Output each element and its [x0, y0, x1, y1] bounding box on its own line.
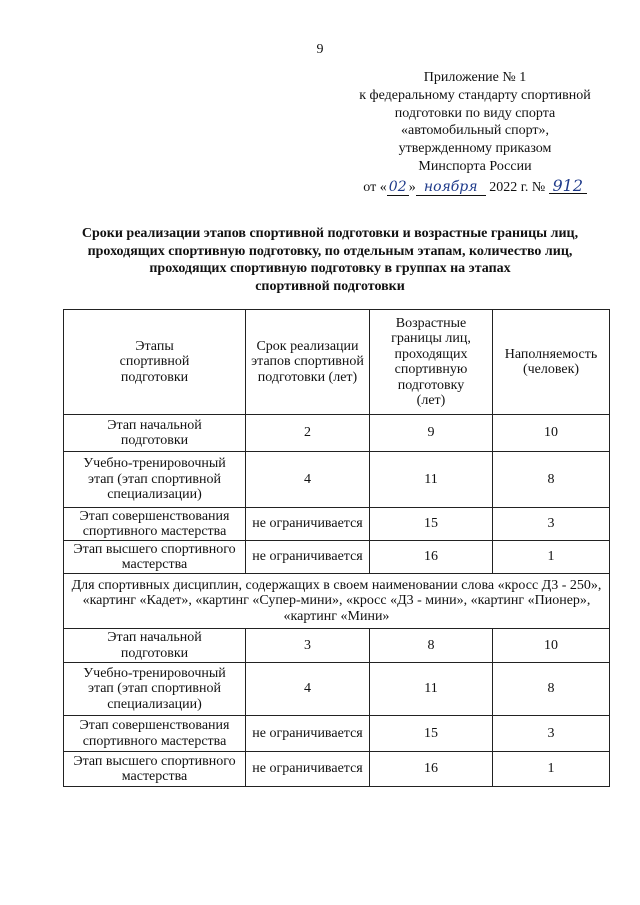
cell-fill: 3 [493, 716, 610, 752]
appendix-line: к федеральному стандарту спортивной [359, 87, 591, 103]
date-month: ноября [416, 180, 486, 196]
header-age: Возрастные границы лиц, проходящих спортивную подготовку (лет) [370, 310, 493, 415]
appendix-line: Приложение № 1 [423, 70, 527, 85]
cell-age: 11 [370, 452, 493, 508]
title-line: спортивной подготовки [255, 278, 405, 294]
table-header-row [64, 310, 610, 415]
date-prefix: от « [363, 179, 387, 195]
cell-stage: Этап высшего спортивного мастерства [64, 752, 246, 787]
order-number: 912 [549, 178, 587, 194]
table-row [64, 415, 610, 452]
cell-fill: 3 [493, 508, 610, 541]
cell-stage: Этап высшего спортивного мастерства [64, 541, 246, 574]
cell-term: 4 [246, 663, 370, 716]
date-day-close: » [408, 179, 416, 195]
cell-fill: 8 [493, 663, 610, 716]
cell-fill: 1 [493, 752, 610, 787]
cell-stage: Учебно-тренировочный этап (этап спортивной специализации) [64, 452, 246, 508]
cell-stage: Этап совершенствования спортивного мастерства [64, 508, 246, 541]
table-row [64, 541, 610, 574]
title-line: Сроки реализации этапов спортивной подготовки и возрастные границы лиц, [81, 226, 579, 241]
cell-term: 4 [246, 452, 370, 508]
cell-age: 15 [370, 716, 493, 752]
appendix-date-line [330, 175, 620, 197]
header-term: Срок реализации этапов спортивной подготовки (лет) [246, 310, 370, 415]
appendix-line: «автомобильный спорт», [400, 123, 550, 139]
separator-note: Для спортивных дисциплин, содержащих в своем наименовании слова «кросс Д3 - 250», «картинг «Кадет», «картинг «Супер-мини», «кросс «Д3 - мини», «картинг «Пионер», «картинг «Мини» [64, 574, 610, 629]
header-fill: Наполняемость (человек) [493, 310, 610, 415]
cell-stage: Этап совершенствования спортивного мастерства [64, 716, 246, 752]
cell-term: не ограничивается [246, 752, 370, 787]
cell-age: 11 [370, 663, 493, 716]
appendix-line: подготовки по виду спорта [394, 105, 556, 121]
title-line: проходящих спортивную подготовку, по отдельным этапам, количество лиц, [87, 243, 573, 259]
title-line: проходящих спортивную подготовку в группах на этапах [149, 261, 511, 277]
cell-age: 9 [370, 415, 493, 452]
cell-age: 16 [370, 752, 493, 787]
table-row [64, 716, 610, 752]
cell-fill: 10 [493, 629, 610, 663]
cell-age: 15 [370, 508, 493, 541]
table-row [64, 663, 610, 716]
table-separator-row [64, 574, 610, 629]
cell-stage: Этап начальной подготовки [64, 415, 246, 452]
cell-term: не ограничивается [246, 716, 370, 752]
table-row [64, 508, 610, 541]
cell-fill: 10 [493, 415, 610, 452]
cell-stage: Учебно-тренировочный этап (этап спортивной специализации) [64, 663, 246, 716]
table-row [64, 629, 610, 663]
date-day: 02 [387, 180, 409, 196]
appendix-line: утвержденному приказом [398, 141, 552, 157]
cell-term: 3 [246, 629, 370, 663]
table-row [64, 452, 610, 508]
appendix-block [330, 69, 620, 197]
page-number: 9 [316, 42, 324, 57]
header-stages: Этапы спортивной подготовки [64, 310, 246, 415]
cell-age: 16 [370, 541, 493, 574]
table-row [64, 752, 610, 787]
document-title [40, 225, 620, 295]
date-year: 2022 г. № [489, 179, 546, 195]
cell-term: 2 [246, 415, 370, 452]
cell-fill: 1 [493, 541, 610, 574]
cell-age: 8 [370, 629, 493, 663]
cell-term: не ограничивается [246, 508, 370, 541]
cell-fill: 8 [493, 452, 610, 508]
appendix-line: Минспорта России [418, 158, 532, 174]
cell-stage: Этап начальной подготовки [64, 629, 246, 663]
stages-table [63, 309, 610, 787]
cell-term: не ограничивается [246, 541, 370, 574]
